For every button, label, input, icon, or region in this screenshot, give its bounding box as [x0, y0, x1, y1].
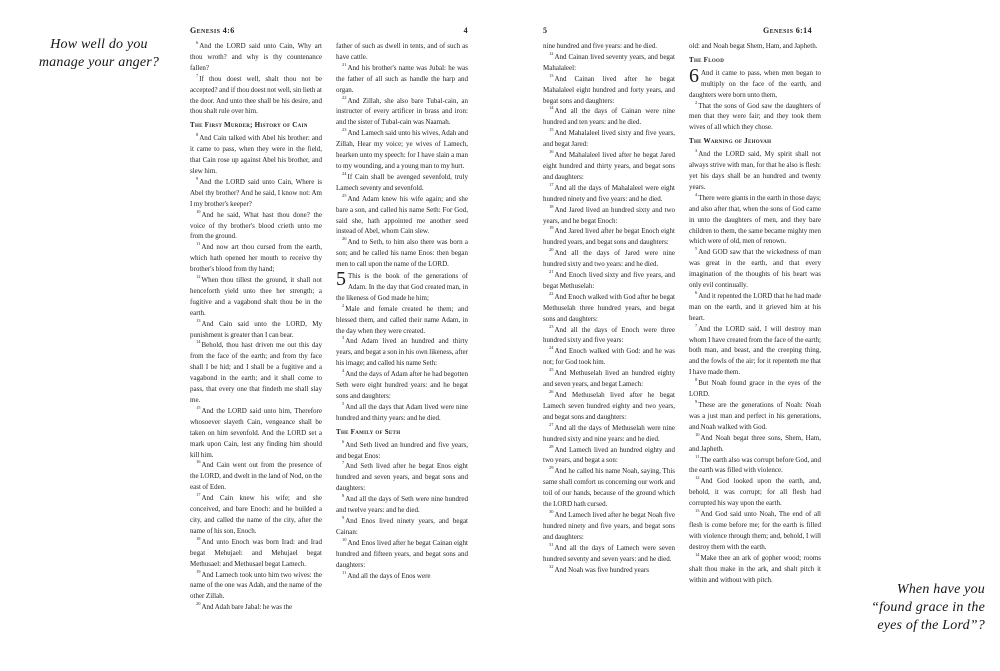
verse: $^{12}$And God looked upon the earth, and, behold, it was corrupt; for all flesh had corrupted his way upon the earth.	[689, 475, 821, 508]
text-column-1	[190, 41, 322, 641]
verse-number: 8	[196, 132, 199, 138]
verse: $^{24}$If Cain shall be avenged sevenfold, truly Lamech seventy and sevenfold.	[336, 170, 468, 192]
verse-number: 26	[342, 236, 347, 242]
verse: $^9$And the LORD said unto Cain, Where is Abel thy brother? And he said, I know not: Am I my brother's keeper?	[190, 175, 322, 208]
verse-number: 2	[342, 302, 345, 308]
verse-number: 5	[342, 400, 345, 406]
verse-number: 26	[549, 389, 554, 394]
verse-number: 25	[549, 367, 554, 373]
page-number-right: 5	[543, 26, 548, 35]
verse: $^{13}$And Cainan lived after he begat Mahalaleel eight hundred and forty years, and begat sons and daughters:	[543, 72, 675, 105]
chapter-drop-cap: 5	[336, 268, 346, 291]
verse: $^{31}$And all the days of Lamech were seven hundred seventy and seven years: and he died.	[543, 541, 675, 563]
verse: $^{20}$And Adah bare Jabal: he was the	[196, 601, 293, 612]
verse-number: 15	[196, 404, 201, 410]
verse: $^{24}$And Enoch walked with God: and he was not; for God took him.	[543, 345, 675, 367]
verse-continuation: old: and Noah begat Shem, Ham, and Japheth.	[689, 42, 818, 50]
verse: $^3$And Adam lived an hundred and thirty years, and begat a son in his own likeness, after his image; and called his name Seth:	[336, 335, 468, 368]
verse-number: 7	[342, 460, 345, 466]
verse: $^{18}$And Jared lived an hundred sixty and two years, and he begat Enoch:	[543, 203, 675, 225]
verse-number: 28	[549, 443, 554, 449]
verse-number: 19	[196, 568, 201, 574]
verse: $^{11}$The earth also was corrupt before God, and the earth was filled with violence.	[689, 453, 821, 475]
verse: $^{15}$And Mahalaleel lived sixty and five years, and begat Jared:	[543, 127, 675, 149]
verse-number: 20	[549, 247, 554, 253]
verse-number: 13	[695, 508, 700, 514]
text-column-2	[336, 41, 468, 641]
verse: $^6$And the LORD said unto Cain, Why art thou wroth? and why is thy countenance fallen?	[190, 41, 322, 72]
verse: $^8$And all the days of Seth were nine hundred and twelve years: and he died.	[336, 493, 468, 515]
chapter-start: 5 This is the book of the generations of Adam. In the day that God created man, in the likeness of God made he him;	[336, 268, 468, 302]
verse-number: 10	[196, 208, 201, 214]
verse-number: 22	[342, 94, 347, 100]
verse: $^7$And Seth lived after he begat Enos eight hundred and seven years, and begat sons and daughters:	[336, 460, 468, 493]
verse: $^{21}$And Enoch lived sixty and five years, and begat Methuselah:	[543, 269, 675, 290]
verse-number: 10	[695, 431, 700, 437]
bible-page-right	[543, 26, 821, 641]
verse-number: 6	[695, 289, 698, 295]
verse-number: 23	[549, 323, 554, 329]
verse-number: 9	[196, 175, 199, 181]
verse-number: 24	[549, 345, 554, 351]
verse-number: 22	[549, 290, 554, 296]
verse: $^7$If thou doest well, shalt thou not be accepted? and if thou doest not well, sin lieth at the door. And unto thee shall be his desire, and thou shalt rule over him.	[190, 72, 322, 116]
verse-number: 29	[549, 465, 554, 471]
verse: $^{13}$And Cain said unto the LORD, My punishment is greater than I can bear.	[190, 317, 322, 339]
verse-continuation: father of such as dwell in tents, and of such as have cattle.	[336, 42, 468, 61]
verse-number: 3	[342, 335, 345, 341]
verse-number: 6	[342, 438, 345, 444]
verse: $^6$And Seth lived an hundred and five years, and begat Enos:	[336, 438, 468, 460]
margin-note-line: When have you	[896, 582, 985, 597]
verse: $^7$And the LORD said, I will destroy man whom I have created from the face of the earth; both man, and beast, and the creeping thing, and the fowls of the air; for it repenteth me that I have made them.	[689, 322, 821, 377]
page-header-left	[190, 26, 468, 36]
verse: $^5$And all the days that Adam lived were nine hundred and thirty years: and he died.	[336, 400, 468, 422]
running-head-right: Genesis 6:14	[762, 26, 812, 35]
verse: $^{21}$And his brother's name was Jubal: he was the father of all such as handle the harp and organ.	[336, 61, 468, 94]
verse-number: 8	[695, 377, 698, 383]
verse: $^{30}$And Lamech lived after he begat Noah five hundred ninety and five years, and begat sons and daughters:	[543, 508, 675, 541]
verse: $^{23}$And all the days of Enoch were three hundred sixty and five years:	[543, 323, 675, 345]
verse-number: 13	[549, 72, 554, 78]
verse: $^9$And Enos lived ninety years, and begat Cainan:	[336, 514, 468, 536]
verse-number: 21	[549, 269, 554, 275]
margin-note-line: manage your anger?	[38, 55, 160, 70]
verse-number: 24	[342, 170, 347, 176]
verse: $^{13}$And God said unto Noah, The end of all flesh is come before me; for the earth is filled with violence through them; and, behold, I will destroy them with the earth.	[689, 508, 821, 551]
verse-number: 12	[695, 475, 700, 481]
verse-number: 19	[549, 225, 554, 231]
verse: $^{25}$And Methuselah lived an hundred eighty and seven years, and begat Lamech:	[543, 367, 675, 389]
text-column-4	[689, 41, 821, 641]
verse: $^{11}$And all the days of Enos were	[342, 569, 431, 580]
verse: $^{26}$And Methuselah lived after he begat Lamech seven hundred eighty and two years, and begat sons and daughters:	[543, 389, 675, 421]
verse-number: 17	[196, 492, 201, 498]
verse: $^{28}$And Lamech lived an hundred eighty and two years, and begat a son:	[543, 443, 675, 465]
verse: $^{12}$When thou tillest the ground, it shall not henceforth yield unto thee her strength; a fugitive and a vagabond shalt thou be in the earth.	[190, 274, 322, 317]
verse-continuation: nine hundred and five years: and he died.	[543, 42, 658, 50]
margin-note-line: How well do you	[50, 37, 148, 52]
verse-number: 11	[196, 241, 201, 247]
verse-number: 17	[549, 181, 554, 187]
verse-number: 27	[549, 421, 554, 427]
verse-number: 7	[695, 322, 698, 328]
verse: $^{22}$And Enoch walked with God after he begat Methuselah three hundred years, and begat sons and daughters:	[543, 290, 675, 323]
verse: $^9$These are the generations of Noah: Noah was a just man and perfect in his generations, and Noah walked with God.	[689, 399, 821, 431]
text-columns-left	[190, 41, 468, 641]
verse-number: 14	[196, 339, 201, 345]
verse: $^{19}$And Jared lived after he begat Enoch eight hundred years, and begat sons and daughters:	[543, 225, 675, 247]
verse-number: 16	[549, 149, 554, 155]
verse-number: 2	[695, 99, 698, 105]
verse: $^4$And the days of Adam after he had begotten Seth were eight hundred years: and he begat sons and daughters:	[336, 368, 468, 400]
verse: $^8$But Noah found grace in the eyes of the LORD.	[689, 377, 821, 399]
verse: $^{17}$And Cain knew his wife; and she conceived, and bare Enoch: and he builded a city, and called the name of the city, after the name of his son, Enoch.	[190, 492, 322, 535]
verse: $^{23}$And Lamech said unto his wives, Adah and Zillah, Hear my voice; ye wives of Lamech, hearken unto my speech: for I have slain a man to my wounding, and a young man to my hurt.	[336, 127, 468, 170]
verse-number: 16	[196, 459, 201, 465]
verse-number: 5	[695, 246, 698, 252]
verse: $^2$Male and female created he them; and blessed them, and called their name Adam, in the day when they were created.	[336, 302, 468, 335]
margin-note-grace-question	[829, 581, 985, 635]
verse: $^{32}$And Noah was five hundred years	[549, 563, 649, 574]
verse: $^{11}$And now art thou cursed from the earth, which hath opened her mouth to receive thy brother's blood from thy hand;	[190, 241, 322, 274]
verse-number: 32	[549, 563, 554, 569]
margin-note-line: eyes of the Lord”?	[877, 618, 985, 633]
verse: $^5$And GOD saw that the wickedness of man was great in the earth, and that every imagination of the thoughts of his heart was only evil continually.	[689, 246, 821, 290]
section-heading: The Flood	[689, 55, 725, 64]
verse: $^{15}$And the LORD said unto him, Therefore whosoever slayeth Cain, vengeance shall be taken on him sevenfold. And the LORD set a mark upon Cain, lest any finding him should kill him.	[190, 404, 322, 459]
verse-number: 30	[549, 508, 554, 514]
verse-number: 12	[549, 50, 554, 56]
verse-number: 9	[342, 514, 345, 520]
verse: $^{16}$And Cain went out from the presence of the LORD, and dwelt in the land of Nod, on the east of Eden.	[190, 459, 322, 492]
verse: $^{16}$And Mahalaleel lived after he begat Jared eight hundred and thirty years, and begat sons and daughters:	[543, 149, 675, 181]
verse-number: 25	[342, 192, 347, 198]
verse: $^{12}$And Cainan lived seventy years, and begat Mahalaleel:	[543, 50, 675, 72]
text-column-3	[543, 41, 675, 641]
verse-number: 4	[342, 368, 345, 374]
section-heading: The First Murder; History of Cain	[190, 121, 308, 130]
verse: $^{10}$And he said, What hast thou done? the voice of thy brother's blood crieth unto me from the ground.	[190, 208, 322, 241]
verse-number: 18	[196, 535, 201, 541]
verse-number: 23	[342, 127, 347, 133]
bible-page-left	[190, 26, 468, 641]
verse-number: 31	[549, 541, 554, 547]
verse-number: 18	[549, 203, 554, 209]
verse: $^{26}$And to Seth, to him also there was born a son; and he called his name Enos: then began men to call upon the name of the LORD.	[336, 236, 468, 269]
verse: $^{14}$And all the days of Cainan were nine hundred and ten years: and he died.	[543, 105, 675, 127]
verse-number: 14	[695, 551, 700, 557]
verse: $^2$That the sons of God saw the daughters of men that they were fair; and they took them wives of all which they chose.	[689, 99, 821, 132]
verse-number: 9	[695, 399, 698, 404]
running-head-left: Genesis 4:6	[190, 26, 235, 35]
verse-number: 10	[342, 536, 347, 542]
verse: $^{27}$And all the days of Methuselah were nine hundred sixty and nine years: and he died.	[543, 421, 675, 443]
margin-note-anger-question	[24, 36, 174, 72]
verse-number: 8	[342, 493, 345, 499]
verse-number: 14	[549, 105, 554, 111]
verse: $^{18}$And unto Enoch was born Irad: and Irad begat Mehujael: and Mehujael begat Methusael: and Methusael begat Lamech.	[190, 535, 322, 568]
verse-number: 15	[549, 127, 554, 133]
verse: $^{29}$And he called his name Noah, saying, This same shall comfort us concerning our work and toil of our hands, because of the ground which the LORD hath cursed.	[543, 465, 675, 509]
verse: $^{10}$And Noah begat three sons, Shem, Ham, and Japheth.	[689, 431, 821, 453]
verse: $^{14}$Behold, thou hast driven me out this day from the face of the earth; and from thy face shall I be hid; and I shall be a fugitive and a vagabond in the earth; and it shall come to pass, that every one that findeth me shall slay me.	[190, 339, 322, 404]
section-heading: The Family of Seth	[336, 427, 401, 436]
verse: $^{14}$Make thee an ark of gopher wood; rooms shalt thou make in the ark, and shalt pitch it within and without with pitch.	[689, 551, 821, 584]
verse: $^8$And Cain talked with Abel his brother: and it came to pass, when they were in the field, that Cain rose up against Abel his brother, and slew him.	[190, 132, 322, 175]
verse-number: 13	[196, 317, 201, 323]
verse-number: 20	[196, 601, 201, 607]
verse: $^{10}$And Enos lived after he begat Cainan eight hundred and fifteen years, and begat sons and daughters:	[336, 536, 468, 569]
verse: $^6$And it repented the LORD that he had made man on the earth, and it grieved him at his heart.	[689, 289, 821, 322]
section-heading: The Warning of Jehovah	[689, 137, 772, 146]
verse-number: 6	[196, 41, 199, 45]
chapter-start: 6 And it came to pass, when men began to multiply on the face of the earth, and daughters were born unto them,	[689, 64, 821, 99]
verse-number: 3	[695, 148, 698, 154]
verse-number: 11	[342, 569, 347, 575]
text-columns-right	[543, 41, 821, 641]
chapter-drop-cap: 6	[689, 64, 699, 87]
verse: $^{17}$And all the days of Mahalaleel were eight hundred ninety and five years: and he died.	[543, 181, 675, 203]
verse: $^{19}$And Lamech took unto him two wives: the name of the one was Adah, and the name of the other Zillah.	[190, 568, 322, 601]
verse-number: 12	[196, 274, 201, 280]
verse-number: 11	[695, 453, 700, 459]
page-header-right	[543, 26, 821, 36]
verse-number: 7	[196, 72, 199, 78]
verse: $^4$There were giants in the earth in those days; and also after that, when the sons of God came in unto the daughters of men, and they bare children to them, the same became mighty men which were of old, men of renown.	[689, 191, 821, 246]
verse: $^3$And the LORD said, My spirit shall not always strive with man, for that he also is flesh: yet his days shall be an hundred and twenty years.	[689, 148, 821, 191]
page-number-left: 4	[463, 26, 468, 35]
verse: $^{22}$And Zillah, she also bare Tubal-cain, an instructer of every artificer in brass and iron: and the sister of Tubal-cain was Naamah.	[336, 94, 468, 127]
verse: $^{20}$And all the days of Jared were nine hundred sixty and two years: and he died.	[543, 247, 675, 269]
verse: $^{25}$And Adam knew his wife again; and she bare a son, and called his name Seth: For God, said she, hath appointed me another seed instead of Abel, whom Cain slew.	[336, 192, 468, 236]
verse-number: 21	[342, 61, 347, 67]
margin-note-line: “found grace in the	[871, 600, 985, 615]
verse-number: 4	[695, 191, 698, 197]
